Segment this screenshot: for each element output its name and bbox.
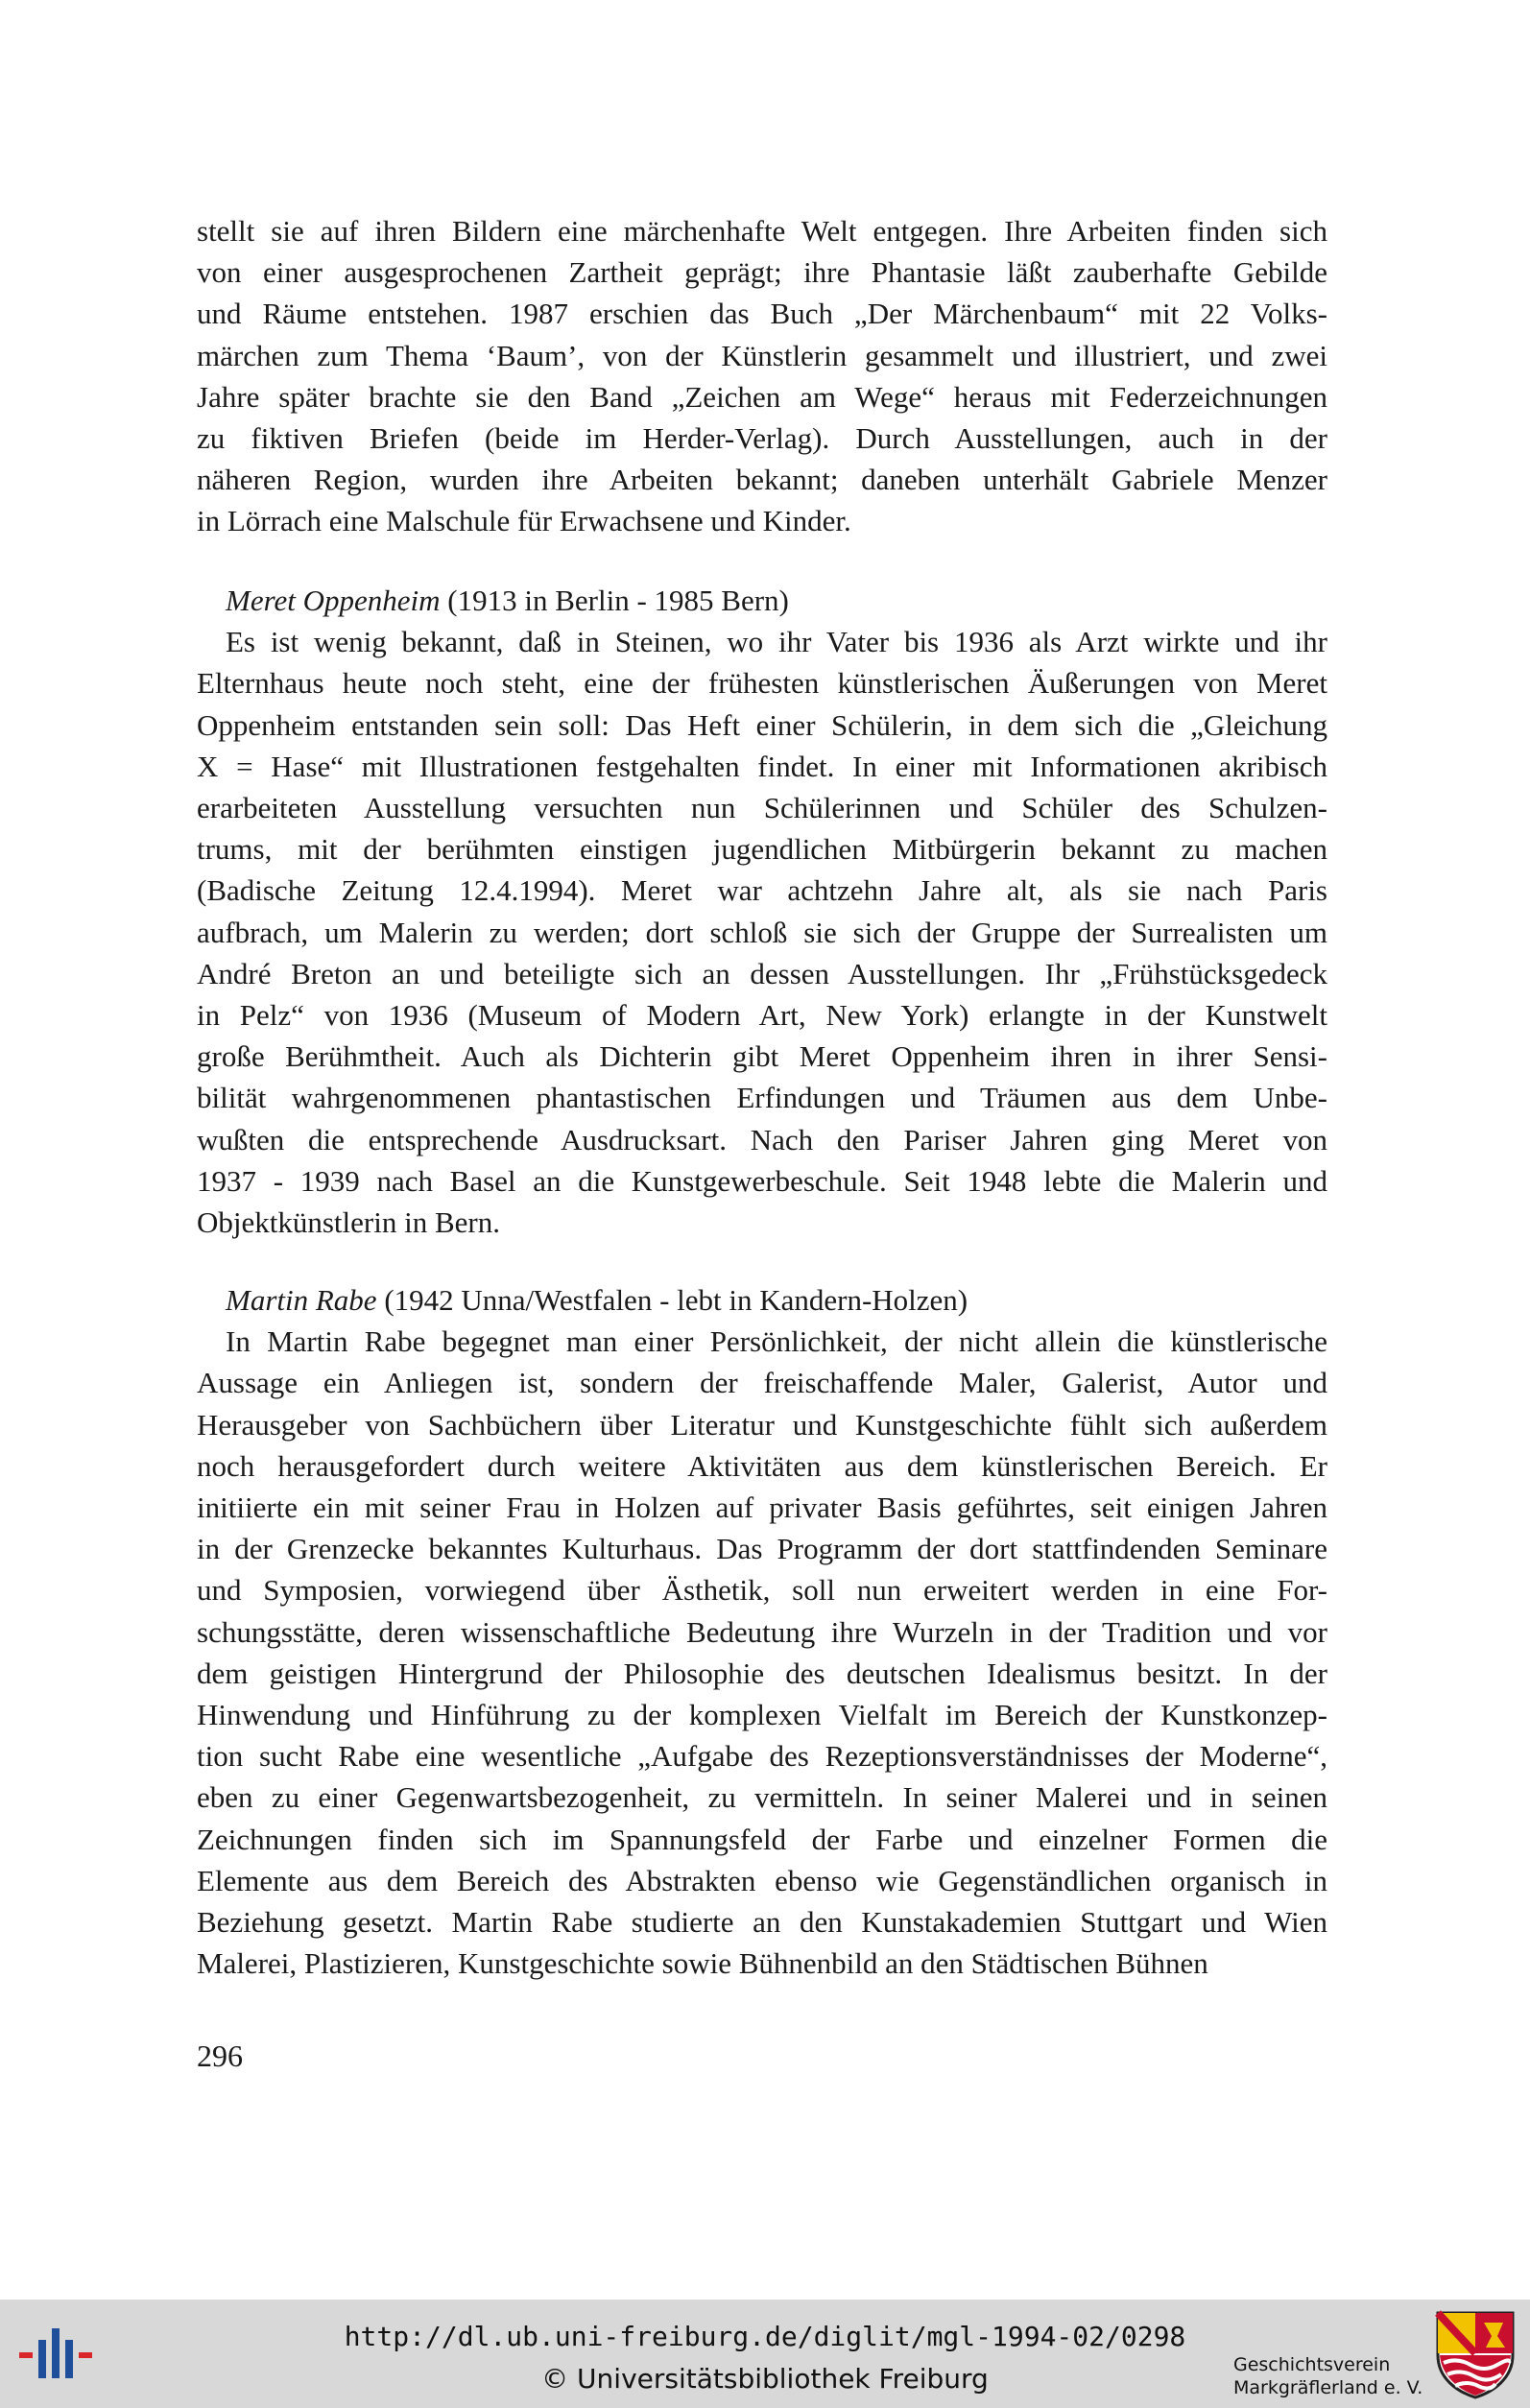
text-line: X = Hase“ mit Illustrationen festgehalten findet. In einer mit Informationen akribisch <box>197 749 1327 783</box>
text-line: Objektkünstlerin in Bern. <box>197 1205 500 1240</box>
text-line: näheren Region, wurden ihre Arbeiten bekannt; daneben unterhält Gabriele Menzer <box>197 463 1327 497</box>
text-line: Beziehung gesetzt. Martin Rabe studierte an den Kunstakademien Stuttgart und Wien <box>197 1905 1327 1940</box>
copyright-notice: © Universitätsbibliothek Freiburg <box>541 2363 989 2395</box>
text-line: eben zu einer Gegenwartsbezogenheit, zu vermitteln. In seiner Malerei und in seinen <box>197 1780 1327 1815</box>
document-url-link[interactable]: http://dl.ub.uni-freiburg.de/diglit/mgl-1994-02/0298 <box>344 2321 1186 2352</box>
text-line: große Berühmtheit. Auch als Dichterin gibt Meret Oppenheim ihren in ihrer Sensi- <box>197 1039 1327 1074</box>
text-line: In Martin Rabe begegnet man einer Persönlichkeit, der nicht allein die künstlerische <box>226 1324 1327 1359</box>
text-line: Elternhaus heute noch steht, eine der frühesten künstlerischen Äußerungen von Meret <box>197 666 1327 701</box>
text-line: Aussage ein Anliegen ist, sondern der freischaffende Maler, Galerist, Autor und <box>197 1366 1327 1400</box>
text-line: André Breton an und beteiligte sich an dessen Ausstellungen. Ihr „Frühstücksgedeck <box>197 956 1327 990</box>
text-line: schungsstätte, deren wissenschaftliche Bedeutung ihre Wurzeln in der Tradition und vor <box>197 1614 1327 1649</box>
text-line: aufbrach, um Malerin zu werden; dort schloß sie sich der Gruppe der Surrealisten um <box>197 915 1327 949</box>
society-name <box>1233 2353 1422 2399</box>
text-line: und Symposien, vorwiegend über Ästhetik, soll nun erweitert werden in eine For- <box>197 1573 1327 1608</box>
text-line: Elemente aus dem Bereich des Abstrakten ebenso wie Gegenständlichen organisch in <box>197 1863 1327 1897</box>
text-line: zu fiktiven Briefen (beide im Herder-Verlag). Durch Ausstellungen, auch in der <box>197 421 1327 456</box>
coat-of-arms-icon <box>1434 2309 1517 2399</box>
text-line: dem geistigen Hintergrund der Philosophie des deutschen Idealismus besitzt. In der <box>197 1656 1327 1690</box>
page-number: 296 <box>197 2038 243 2073</box>
society-name-line-2: Markgräflerland e. V. <box>1233 2377 1423 2398</box>
section-heading-oppenheim <box>197 580 1327 621</box>
text-line: stellt sie auf ihren Bildern eine märchenhafte Welt entgegen. Ihre Arbeiten finden sich <box>197 214 1327 248</box>
text-line: 1937 - 1939 nach Basel an die Kunstgewerbeschule. Seit 1948 lebte die Malerin und <box>197 1163 1327 1198</box>
text-line: wußten die entsprechende Ausdrucksart. Nach den Pariser Jahren ging Meret von <box>197 1122 1327 1156</box>
text-line: Hinwendung und Hinführung zu der komplexen Vielfalt im Bereich der Kunstkonzep- <box>197 1698 1327 1732</box>
society-name-line-1: Geschichtsverein <box>1233 2354 1391 2375</box>
artist-dates: (1913 in Berlin - 1985 Bern) <box>440 584 789 617</box>
footer-bar <box>0 2300 1530 2408</box>
text-line: in Lörrach eine Malschule für Erwachsene und Kinder. <box>197 504 851 538</box>
text-line: tion sucht Rabe eine wesentliche „Aufgabe des Rezeptionsverständnisses der Moderne“, <box>197 1739 1327 1774</box>
section-meret-oppenheim <box>197 580 1327 1243</box>
text-line: noch herausgefordert durch weitere Aktivitäten aus dem künstlerischen Bereich. Er <box>197 1448 1327 1483</box>
artist-dates: (1942 Unna/Westfalen - lebt in Kandern-Holzen) <box>376 1283 968 1317</box>
section-martin-rabe <box>197 1279 1327 1984</box>
text-line: Es ist wenig bekannt, daß in Steinen, wo ihr Vater bis 1936 als Arzt wirkte und ihr <box>226 625 1327 659</box>
text-line: Zeichnungen finden sich im Spannungsfeld der Farbe und einzelner Formen die <box>197 1822 1327 1856</box>
section-heading-rabe <box>197 1279 1327 1321</box>
text-line: Malerei, Plastizieren, Kunstgeschichte sowie Bühnenbild an den Städtischen Bühnen <box>197 1946 1208 1981</box>
text-line: Jahre später brachte sie den Band „Zeichen am Wege“ heraus mit Federzeichnungen <box>197 379 1327 414</box>
text-line: initiierte ein mit seiner Frau in Holzen auf privater Basis geführtes, seit einigen Jahren <box>197 1490 1327 1525</box>
text-line: erarbeiteten Ausstellung versuchten nun Schülerinnen und Schüler des Schulzen- <box>197 791 1327 825</box>
text-line: märchen zum Thema ‘Baum’, von der Künstlerin gesammelt und illustriert, und zwei <box>197 338 1327 372</box>
text-line: in der Grenzecke bekanntes Kulturhaus. Das Programm der dort stattfindenden Seminare <box>197 1532 1327 1566</box>
text-line: trums, mit der berühmten einstigen jugendlichen Mitbürgerin bekannt zu machen <box>197 832 1327 867</box>
paragraph-menzer-continuation <box>197 210 1327 542</box>
text-line: (Badische Zeitung 12.4.1994). Meret war achtzehn Jahre alt, als sie nach Paris <box>197 873 1327 908</box>
artist-name: Meret Oppenheim <box>226 584 441 617</box>
text-line: und Räume entstehen. 1987 erschien das Buch „Der Märchenbaum“ mit 22 Volks- <box>197 297 1327 331</box>
text-line: Herausgeber von Sachbüchern über Literatur und Kunstgeschichte fühlt sich außerdem <box>197 1407 1327 1442</box>
text-line: in Pelz“ von 1936 (Museum of Modern Art, New York) erlangte in der Kunstwelt <box>197 998 1327 1033</box>
text-line: von einer ausgesprochenen Zartheit geprägt; ihre Phantasie läßt zauberhafte Gebilde <box>197 255 1327 290</box>
artist-name: Martin Rabe <box>226 1283 377 1317</box>
text-line: bilität wahrgenommenen phantastischen Erfindungen und Träumen aus dem Unbe- <box>197 1081 1327 1115</box>
text-line: Oppenheim entstanden sein soll: Das Heft einer Schülerin, in dem sich die „Gleichung <box>197 707 1327 742</box>
